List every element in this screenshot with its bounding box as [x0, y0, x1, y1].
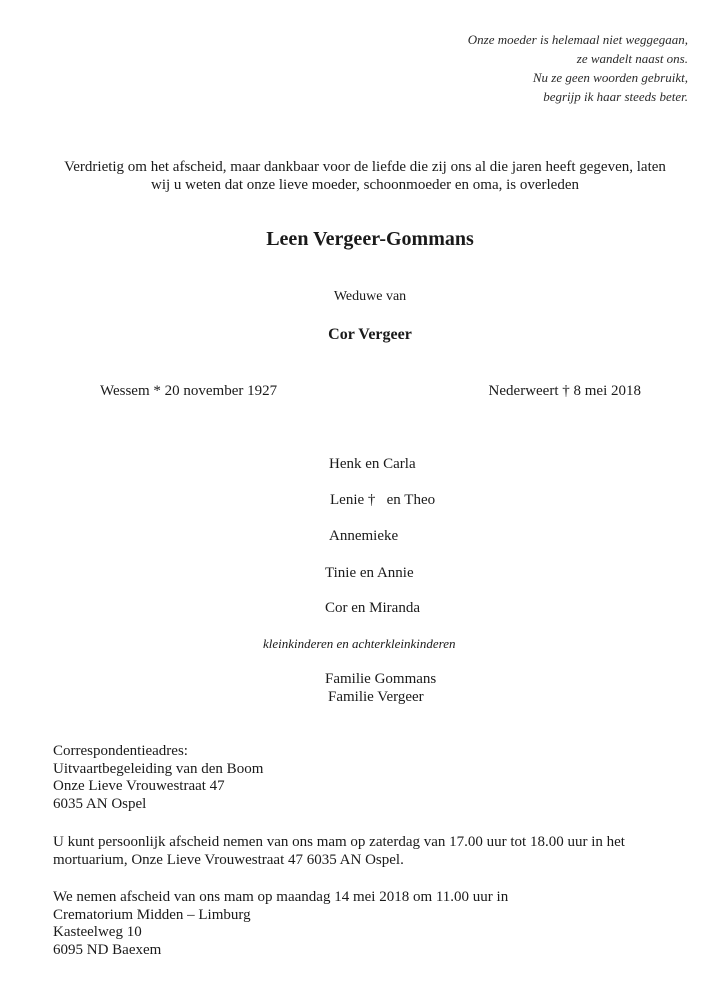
- family-name: Familie Gommans: [325, 671, 437, 687]
- poem-line: Nu ze geen woorden gebruikt,: [532, 70, 688, 85]
- spouse-name: Cor Vergeer: [328, 326, 412, 343]
- visitation-line: mortuarium, Onze Lieve Vrouwestraat 47 6035 AN Ospel.: [53, 851, 404, 868]
- visitation-info: [53, 834, 625, 869]
- deceased-name: Leen Vergeer-Gommans: [266, 228, 474, 250]
- funeral-info: [53, 889, 508, 959]
- family-member: Lenie † en Theo: [330, 492, 436, 508]
- widow-label: Weduwe van: [333, 289, 407, 304]
- address-line: Correspondentieadres:: [53, 743, 188, 759]
- family-name: Familie Vergeer: [328, 689, 424, 705]
- visitation-line: U kunt persoonlijk afscheid nemen van ons mam op zaterdag van 17.00 uur tot 18.00 uur in het: [53, 834, 625, 850]
- intro-line: Verdrietig om het afscheid, maar dankbaar voor de liefde die zij ons al die jaren heeft gegeven, laten: [64, 159, 666, 175]
- funeral-line: We nemen afscheid van ons mam op maandag 14 mei 2018 om 11.00 uur in: [53, 889, 509, 905]
- birth-info: Wessem * 20 november 1927: [100, 383, 278, 399]
- family-member: Cor en Miranda: [325, 600, 420, 616]
- poem-line: ze wandelt naast ons.: [576, 51, 688, 66]
- family-member: Tinie en Annie: [325, 565, 414, 581]
- address-line: Onze Lieve Vrouwestraat 47: [53, 778, 225, 794]
- funeral-line: Kasteelweg 10: [53, 924, 142, 940]
- grandchildren-label: kleinkinderen en achterkleinkinderen: [263, 636, 456, 651]
- correspondence-address: [53, 743, 263, 813]
- intro-line: wij u weten dat onze lieve moeder, schoonmoeder en oma, is overleden: [151, 177, 579, 193]
- address-line: 6035 AN Ospel: [53, 795, 147, 812]
- funeral-line: Crematorium Midden – Limburg: [53, 906, 251, 923]
- family-member: Henk en Carla: [329, 456, 416, 472]
- funeral-line: 6095 ND Baexem: [53, 941, 162, 958]
- family-member: Annemieke: [329, 528, 399, 544]
- address-line: Uitvaartbegeleiding van den Boom: [53, 760, 264, 777]
- intro-text: [40, 158, 690, 194]
- death-info: Nederweert † 8 mei 2018: [488, 383, 641, 399]
- poem: [468, 30, 688, 106]
- poem-line: Onze moeder is helemaal niet weggegaan,: [467, 32, 688, 47]
- poem-line: begrijp ik haar steeds beter.: [543, 89, 688, 104]
